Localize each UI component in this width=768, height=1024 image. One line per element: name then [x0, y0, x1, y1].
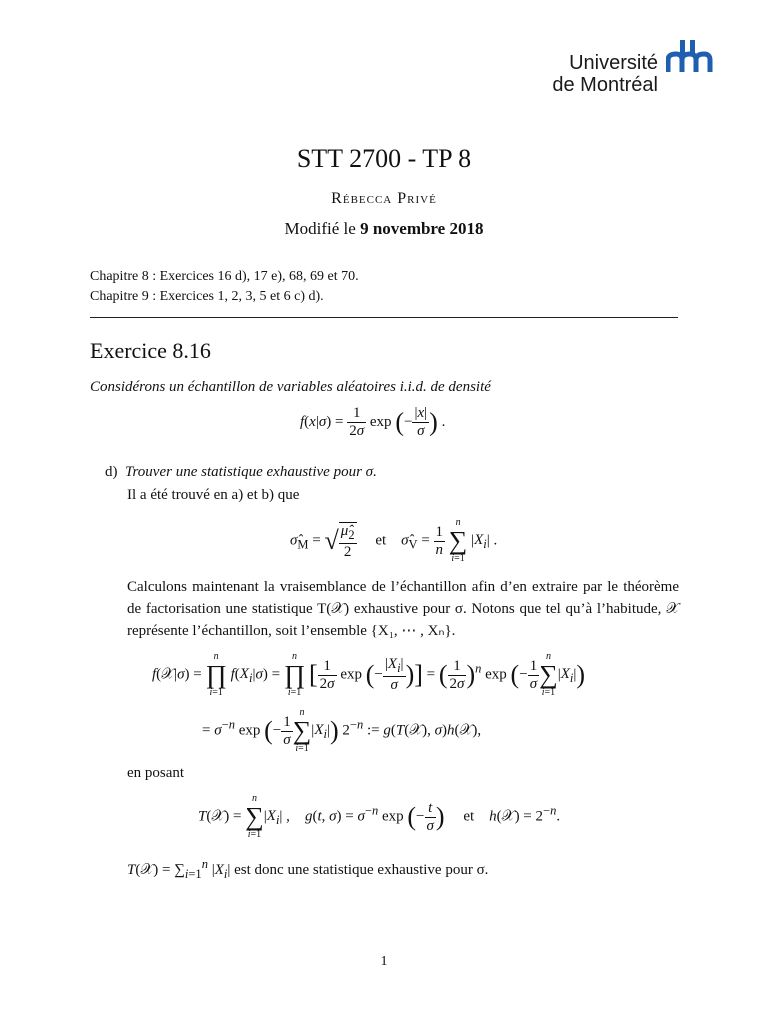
logo-line-1: Université: [569, 52, 658, 74]
chapter-line: Chapitre 9 : Exercices 1, 2, 3, 5 et 6 c) d).: [90, 289, 324, 304]
date-prefix: Modifié le: [284, 219, 356, 238]
section-heading: Exercice 8.16: [90, 338, 211, 363]
udem-logo-icon: [666, 40, 732, 72]
chapter-list: [90, 267, 359, 307]
definitions-equation: T(𝒳) = n ∑ $i=1|X_i|$ , g(t, $\sigma) = \sigma^{-n}$ exp (− $\frac{t}{\sigma}$ ) et h(𝒳) = $2^{-n}$.: [198, 793, 561, 840]
likelihood-equation-line1: f(𝒳|σ) = n ∏ i=1 $f(X_i|\sigma) = n$ ∏ i=1 [ $\frac{1}{2\sigma}$ exp (− $\frac{|X_i|}{\sigma}$ )] = ( $\frac{1}{2\sigma}$ )$^n$ exp (− $\frac{1}{\sigma}$ n ∑ $i=1|X_i|$): [152, 651, 586, 698]
author-name: Rébecca Privé: [331, 190, 437, 207]
date-value: 9 novembre 2018: [360, 219, 484, 238]
paragraph-likelihood: Calculons maintenant la vraisemblance de l’échantillon afin d’en extraire par le théorème de factorisation une statistique T(𝒳) exhaustive pour σ. Notons que tel qu’à l’habitude, 𝒳 représente l’échantillon, soit l’ensemble {X₁, ⋯ , Xₙ}.: [127, 579, 679, 639]
page-number: 1: [380, 954, 388, 969]
item-label: d): [105, 464, 118, 480]
intro-text: Considérons un échantillon de variables aléatoires i.i.d. de densité: [90, 379, 491, 395]
en-posant-text: en posant: [127, 765, 185, 781]
conclusion: T(𝒳) = $\sum_{i=1}^n$ $|X_i|$ est donc une statistique exhaustive pour σ.: [127, 857, 489, 881]
university-logo-text: [552, 52, 658, 96]
estimators-equation: $\sigmâ_M$ = √ $\frac{\mû_2}{2}$ et $\sigmâ_V$ = $\frac{1}{n}$ n ∑ i=1 $|X_i|$ .: [290, 517, 498, 564]
found-text: Il a été trouvé en a) et b) que: [127, 487, 300, 503]
logo-line-2: de Montréal: [552, 74, 658, 96]
modified-date: [0, 219, 768, 239]
likelihood-equation-line2: = $\sigma^{-n}$ exp (− $\frac{1}{\sigma}$ n ∑ $i=1|X_i|$) $2^{-n}$ := g(T(𝒳), σ)h(𝒳),: [202, 707, 482, 754]
conclusion-text: est donc une statistique exhaustive pour σ.: [234, 862, 489, 878]
density-equation: f(x|σ) = $\frac{1}{2\sigma}$ exp (− $\frac{|x|}{\sigma}$ ) .: [300, 405, 446, 439]
horizontal-rule: [90, 317, 678, 318]
document-title: STT 2700 - TP 8: [296, 144, 472, 173]
item-d: [105, 461, 377, 483]
item-text: Trouver une statistique exhaustive pour σ.: [125, 464, 377, 480]
chapter-line: Chapitre 8 : Exercices 16 d), 17 e), 68, 69 et 70.: [90, 269, 359, 284]
